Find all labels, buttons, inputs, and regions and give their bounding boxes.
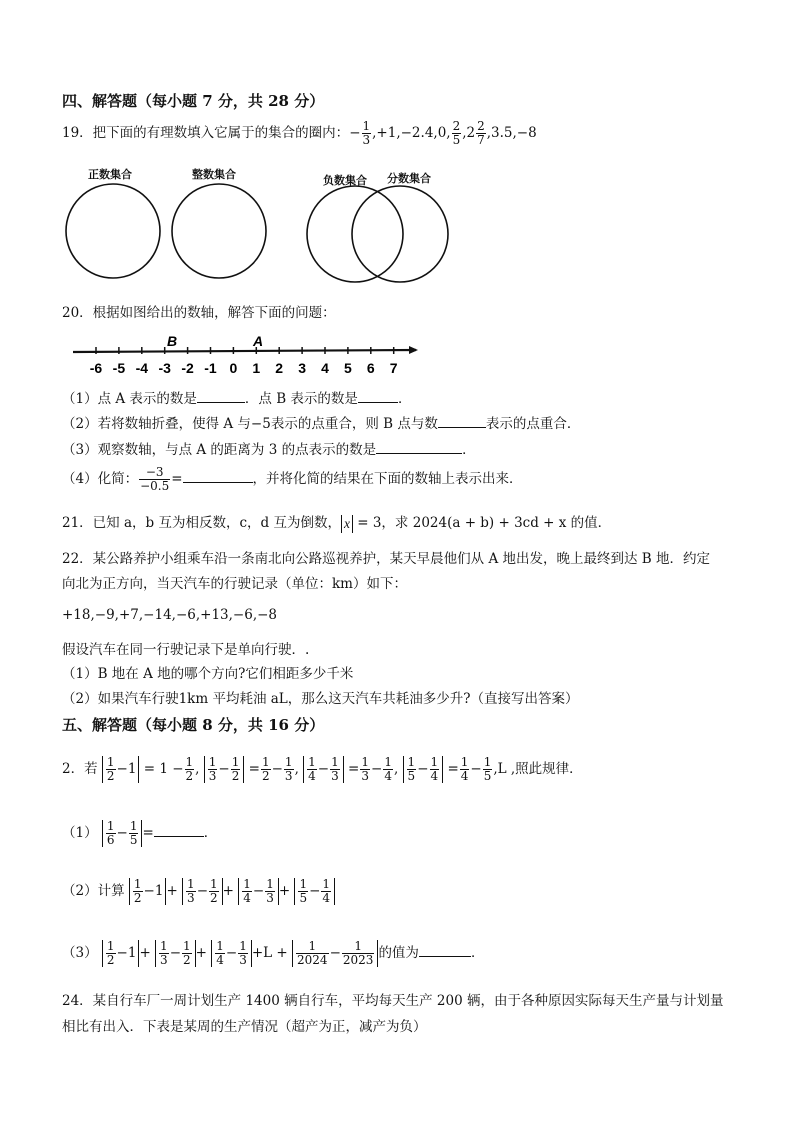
- q20-part-4: （4）化简： $\frac{-3}{-0.5}$ = ，并将化简的结果在下面的数轴上表示出来．: [62, 465, 523, 493]
- tick-label: -3: [158, 360, 171, 376]
- q23-part-3: （3） $\frac{1}{2}$ −1 + $\frac{1}{3}$ − $\frac{1}{2}$ + $\frac{1}{4}$ − $\frac{1}{3}$ +L + $\frac{1}{2024}$ − $\frac{1}{2023}$ 的值为 ．: [62, 939, 485, 967]
- tick-label: -6: [89, 360, 103, 376]
- answer-blank[interactable]: [438, 427, 486, 428]
- tick-label: 3: [298, 360, 306, 376]
- question-19: 19．把下面的有理数填入它属于的集合的圈内：− $\frac{1}{3}$ ,+1,−2.4,0, $\frac{2}{5}$ ,2 $\frac{2}{7}$ ,3.5,−8: [62, 119, 537, 147]
- answer-blank[interactable]: [154, 836, 204, 837]
- q22-part-1: （1）B 地在 A 地的哪个方向?它们相距多少千米: [62, 666, 354, 682]
- answer-blank[interactable]: [419, 956, 471, 957]
- tick-label: -1: [204, 360, 217, 376]
- tick-label: 5: [344, 360, 352, 376]
- integer-set-circle[interactable]: [172, 184, 266, 278]
- tick-label: 6: [366, 360, 375, 376]
- fraction-2-5: $\frac{2}{5}$: [452, 119, 461, 147]
- fraction-1-3: $\frac{1}{3}$: [362, 119, 371, 147]
- q24-line-1: 24．某自行车厂一周计划生产 1400 辆自行车，平均每天生产 200 辆，由于各种原因实际每天生产量与计划量: [62, 993, 724, 1009]
- answer-blank[interactable]: [358, 402, 398, 403]
- question-21: 21．已知 a，b 互为相反数，c，d 互为倒数， x = 3，求 2024(a + b) + 3cd + x 的值．: [62, 515, 612, 531]
- negative-set-circle[interactable]: [307, 186, 403, 282]
- set-label-fraction: 分数集合: [387, 172, 431, 185]
- q22-part-2: （2）如果汽车行驶1km 平均耗油 aL，那么这天汽车共耗油多少升?（直接写出答案）: [62, 691, 579, 707]
- set-label-positive: 正数集合: [88, 168, 132, 181]
- tick-label: 2: [275, 360, 284, 376]
- number-line: [68, 330, 428, 380]
- section-5-title: 五、解答题（每小题 8 分，共 16 分）: [62, 716, 325, 734]
- tick-label: 7: [389, 360, 398, 376]
- q22-line-1: 22．某公路养护小组乘车沿一条南北向公路巡视养护，某天早晨他们从 A 地出发，晚上最终到达 B 地．约定: [62, 551, 711, 567]
- answer-blank[interactable]: [197, 402, 245, 403]
- q22-line-2: 向北为正方向，当天汽车的行驶记录（单位：km）如下：: [62, 576, 407, 592]
- tick-label: -4: [135, 360, 149, 376]
- tick-label: 0: [229, 360, 238, 376]
- set-circles-diagram: [60, 180, 460, 290]
- q20-part-1: （1）点 A 表示的数是 ．点 B 表示的数是 ．: [62, 391, 412, 407]
- set-label-integer: 整数集合: [192, 168, 236, 181]
- section-4-title: 四、解答题（每小题 7 分，共 28 分）: [62, 92, 325, 110]
- q20-part-2: （2）若将数轴折叠，使得 A 与−5表示的点重合，则 B 点与数 表示的点重合．: [62, 416, 581, 432]
- q22-records: +18,−9,+7,−14,−6,+13,−6,−8: [62, 607, 278, 623]
- answer-blank[interactable]: [183, 482, 253, 483]
- q23-part-1: （1） $\frac{1}{6}$ − $\frac{1}{5}$ = ．: [62, 819, 218, 847]
- tick-label: -2: [181, 360, 194, 376]
- positive-set-circle[interactable]: [66, 184, 160, 278]
- set-label-negative: 负数集合: [323, 174, 367, 187]
- fraction-neg3-over-neg0.5: $\frac{-3}{-0.5}$: [140, 465, 170, 493]
- tick-label: -5: [112, 360, 126, 376]
- answer-blank[interactable]: [376, 453, 462, 454]
- point-a-label: A: [253, 333, 264, 349]
- fraction-2-7: $\frac{2}{7}$: [477, 119, 485, 147]
- point-b-label: B: [167, 333, 178, 349]
- q24-line-2: 相比有出入．下表是某周的生产情况（超产为正，减产为负）: [62, 1019, 427, 1035]
- tick-label: 4: [321, 360, 329, 376]
- q22-line-3: 假设汽车在同一行驶记录下是单向行驶．.: [62, 642, 310, 658]
- q23-pattern: 2．若 $\frac{1}{2}$ −1 = 1 − $\frac{1}{2}$ , $\frac{1}{3}$ − $\frac{1}{2}$ = $\frac{1}{2}$ − $\frac{1}{3}$ , $\frac{1}{4}$ − $\frac{1}{3}$ = $\frac{1}{3}$ − $\frac{1}{4}$ , $\frac{1}{5}$ − $\frac{1}{4}$ = $\frac{1}{4}$ − $\frac{1}{5}$ ,L ,照此规律．: [62, 755, 583, 783]
- fraction-set-circle[interactable]: [352, 186, 448, 282]
- q23-part-2: （2）计算 $\frac{1}{2}$ −1 + $\frac{1}{3}$ − $\frac{1}{2}$ + $\frac{1}{4}$ − $\frac{1}{3}$ + $\frac{1}{5}$ − $\frac{1}{4}$: [62, 878, 335, 905]
- q20-stem: 20．根据如图给出的数轴，解答下面的问题：: [62, 305, 336, 321]
- tick-label: 1: [252, 360, 261, 376]
- abs-x: x: [341, 515, 353, 533]
- q19-prefix: 19．把下面的有理数填入它属于的集合的圈内：: [62, 125, 350, 141]
- q20-part-3: （3）观察数轴，与点 A 的距离为 3 的点表示的数是 ．: [62, 442, 476, 458]
